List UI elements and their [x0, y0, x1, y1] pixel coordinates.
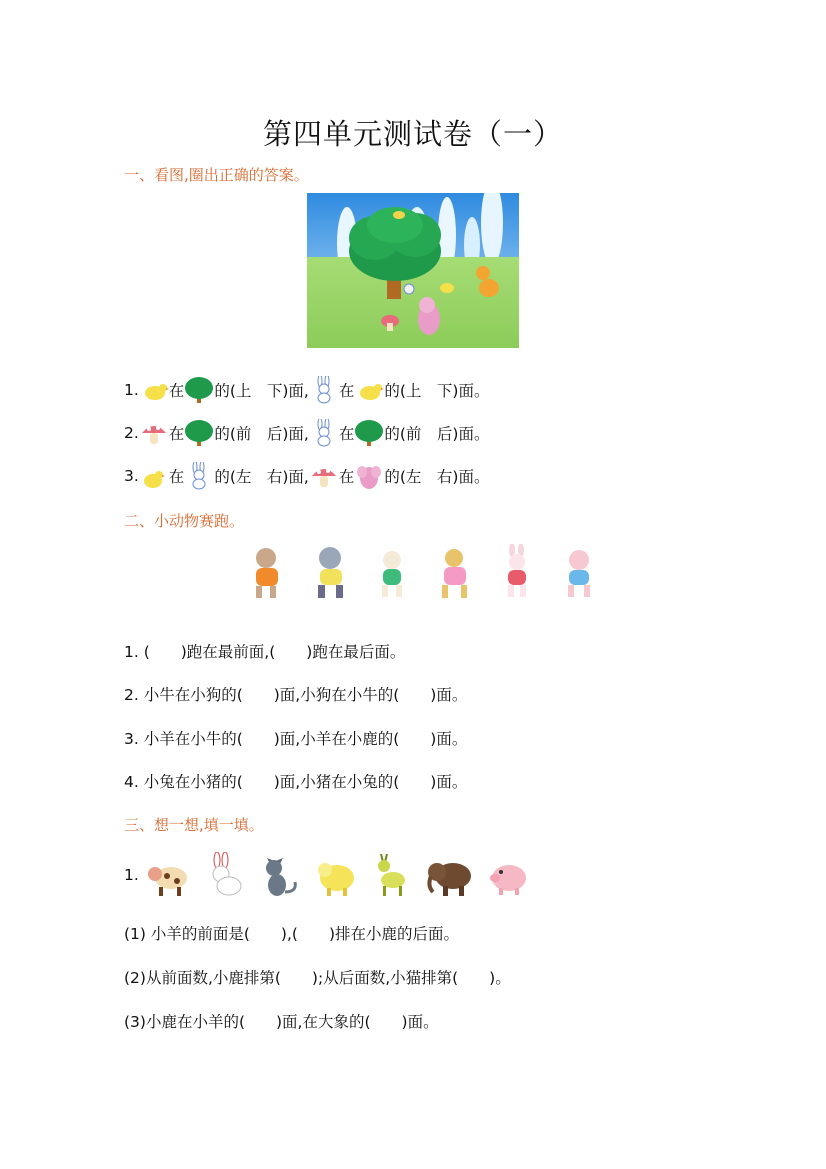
elephant-icon — [354, 462, 384, 490]
question-1-2: 2. 在 的(前 后)面, 在 的(前 后)面。 — [124, 419, 489, 447]
question-3-1-row: 1. — [124, 852, 531, 898]
race-animals — [244, 544, 604, 600]
section-3-heading: 三、想一想,填一填。 — [124, 816, 264, 834]
question-3-1-3: (3)小鹿在小羊的( )面,在大象的( )面。 — [124, 1013, 439, 1031]
mushroom-icon — [139, 419, 169, 447]
mushroom-icon — [309, 462, 339, 490]
question-1-3: 3. 在 的(左 右)面, 在 的(左 右)面。 — [124, 462, 489, 490]
question-1-1: 1. 在 的(上 下)面, 在 的(上 下)面。 — [124, 376, 489, 404]
section-2-heading: 二、小动物赛跑。 — [124, 512, 245, 530]
question-2-2: 2. 小牛在小狗的( )面,小狗在小牛的( )面。 — [124, 686, 468, 704]
elephant-icon — [425, 852, 475, 898]
deer-icon — [369, 852, 415, 898]
rabbit-icon — [201, 852, 247, 898]
rabbit-icon — [184, 462, 214, 490]
section-1-heading: 一、看图,圈出正确的答案。 — [124, 166, 309, 184]
rabbit-icon — [309, 376, 339, 404]
chick-icon — [139, 376, 169, 404]
chick-icon — [139, 462, 169, 490]
rabbit-runner-icon — [492, 544, 542, 600]
deer-runner-icon — [430, 544, 480, 600]
scene-picture — [307, 193, 519, 348]
cow-runner-icon — [306, 544, 356, 600]
tree-icon — [354, 419, 384, 447]
dog-runner-icon — [244, 544, 294, 600]
question-2-1: 1. ( )跑在最前面,( )跑在最后面。 — [124, 643, 406, 661]
rabbit-icon — [309, 419, 339, 447]
goat-runner-icon — [368, 544, 418, 600]
sheep-icon — [313, 852, 359, 898]
question-2-3: 3. 小羊在小牛的( )面,小羊在小鹿的( )面。 — [124, 730, 468, 748]
chick-icon — [354, 376, 384, 404]
cow-icon — [145, 852, 191, 898]
page-title: 第四单元测试卷（一） — [262, 117, 563, 151]
cat-icon — [257, 852, 303, 898]
question-3-1-1: (1) 小羊的前面是( ),( )排在小鹿的后面。 — [124, 925, 459, 943]
pig-runner-icon — [554, 544, 604, 600]
tree-icon — [184, 376, 214, 404]
question-2-4: 4. 小兔在小猪的( )面,小猪在小兔的( )面。 — [124, 773, 468, 791]
question-number: 1. — [124, 381, 139, 399]
question-3-1-2: (2)从前面数,小鹿排第( );从后面数,小猫排第( )。 — [124, 969, 511, 987]
pig-icon — [485, 852, 531, 898]
tree-icon — [184, 419, 214, 447]
